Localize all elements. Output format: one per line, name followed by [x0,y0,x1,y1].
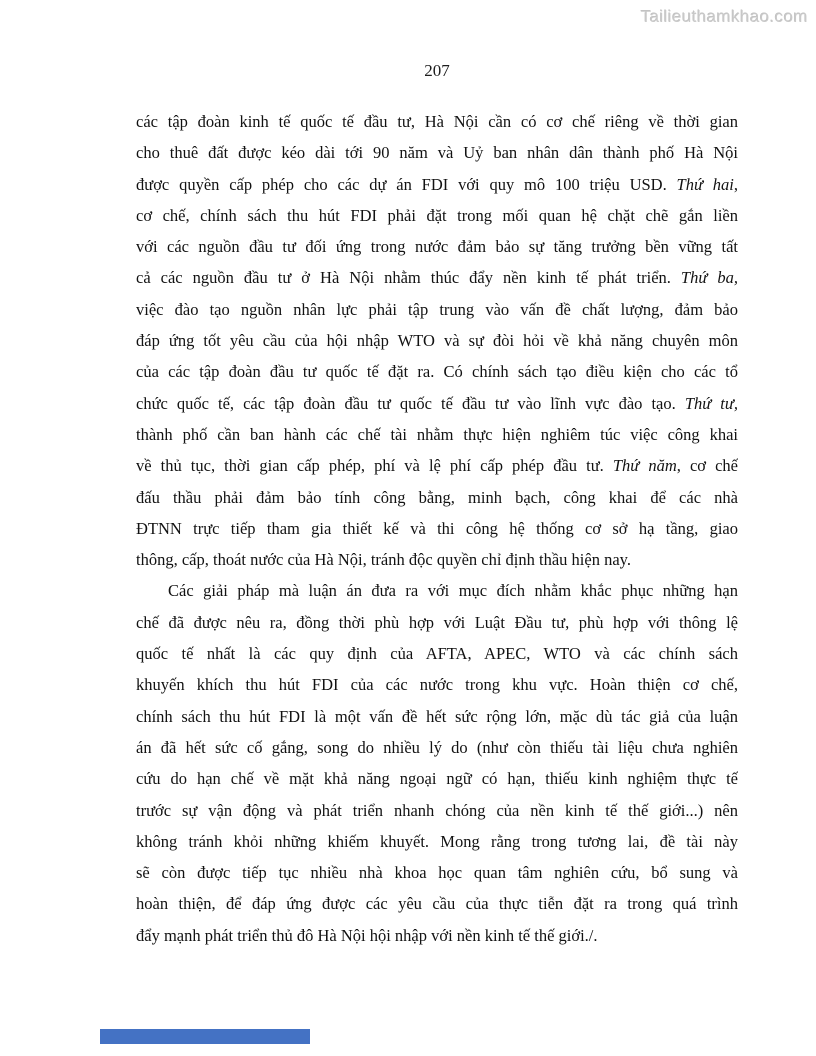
text-run: án đã hết sức cố gắng, song do nhiều lý do (như còn thiếu tài liệu chưa nghiên [136,737,738,757]
text-run: đẩy mạnh phát triển thủ đô Hà Nội hội nhập với nền kinh tế thế giới./. [136,925,598,945]
italic-text-run: Thứ năm [612,456,677,476]
text-run: của các tập đoàn đầu tư quốc tế đặt ra. Có chính sách tạo điều kiện cho các tổ [136,362,738,382]
text-line [136,137,738,168]
document-body [136,106,738,951]
text-run: ĐTNN trực tiếp tham gia thiết kế và thi công hệ thống cơ sở hạ tầng, giao [136,518,738,538]
text-run: hoàn thiện, để đáp ứng được các yêu cầu của thực tiễn đặt ra trong quá trình [136,894,738,914]
text-line [136,294,738,325]
text-run: được quyền cấp phép cho các dự án FDI với quy mô 100 triệu USD. [136,174,677,194]
text-line [136,513,738,544]
text-line [136,356,738,387]
text-run: đáp ứng tốt yêu cầu của hội nhập WTO và sự đòi hỏi về khả năng chuyên môn [136,331,738,351]
text-line [136,482,738,513]
text-run: cơ chế, chính sách thu hút FDI phải đặt trong mối quan hệ chặt chẽ gắn liền [136,205,738,225]
page-number: 207 [424,61,450,80]
site-watermark: Tailieuthamkhao.com [640,7,808,26]
italic-text-run: Thứ ba, [680,268,738,288]
text-line [136,888,738,919]
text-line [136,795,738,826]
text-line [136,607,738,638]
text-run: các tập đoàn kinh tế quốc tế đầu tư, Hà Nội cần có cơ chế riêng về thời gian [136,112,738,131]
text-line [136,575,738,606]
bottom-accent-bar [100,1029,310,1044]
text-run: , [733,174,738,194]
text-run: chức quốc tế, các tập đoàn đầu tư quốc tế đầu tư vào lĩnh vực đào tạo. [136,393,685,413]
text-run: thông, cấp, thoát nước của Hà Nội, tránh độc quyền chỉ định thầu hiện nay. [136,550,631,570]
text-line [136,169,738,200]
text-run: không tránh khỏi những khiếm khuyết. Mong rằng trong tương lai, đề tài này [136,831,738,851]
text-line [136,857,738,888]
italic-text-run: Thứ hai [676,174,734,194]
text-run: cả các nguồn đầu tư ở Hà Nội nhằm thúc đẩy nền kinh tế phát triển. [136,268,681,288]
text-run: trước sự vận động và phát triển nhanh chóng của nền kinh tế thế giới...) nên [136,800,738,820]
text-run: quốc tế nhất là các quy định của AFTA, APEC, WTO và các chính sách [136,644,738,664]
text-run: với các nguồn đầu tư đối ứng trong nước đảm bảo sự tăng trưởng bền vững tất [136,237,738,257]
text-line [136,450,738,481]
text-line [136,732,738,763]
text-run: việc đào tạo nguồn nhân lực phải tập trung vào vấn đề chất lượng, đảm bảo [136,299,738,319]
text-line [136,388,738,419]
text-run: thành phố cần ban hành các chế tài nhằm thực hiện nghiêm túc việc công khai [136,424,738,444]
text-line [136,638,738,669]
text-line [136,826,738,857]
text-line [136,669,738,700]
text-line [136,763,738,794]
text-line [136,325,738,356]
text-line [136,419,738,450]
text-run: cho thuê đất được kéo dài tới 90 năm và Uỷ ban nhân dân thành phố Hà Nội [136,143,738,163]
text-line [136,200,738,231]
text-run: cứu do hạn chế về mặt khả năng ngoại ngữ có hạn, thiếu kinh nghiệm thực tế [136,769,738,789]
text-line [136,701,738,732]
text-line [136,106,738,137]
text-run: đấu thầu phải đảm bảo tính công bằng, minh bạch, công khai để các nhà [136,487,738,507]
text-run: Các giải pháp mà luận án đưa ra với mục đích nhằm khắc phục những hạn [168,581,738,601]
text-line [136,262,738,293]
italic-text-run: Thứ tư, [684,393,738,413]
text-run: chế đã được nêu ra, đồng thời phù hợp với Luật Đầu tư, phù hợp với thông lệ [136,612,738,632]
text-line [136,920,738,951]
text-run: chính sách thu hút FDI là một vấn đề hết sức rộng lớn, mặc dù tác giả của luận [136,706,738,726]
text-line [136,544,738,575]
text-run: , cơ chế [676,456,738,476]
text-line [136,231,738,262]
text-run: sẽ còn được tiếp tục nhiều nhà khoa học quan tâm nghiên cứu, bổ sung và [136,863,738,883]
text-run: khuyến khích thu hút FDI của các nước trong khu vực. Hoàn thiện cơ chế, [136,675,738,695]
text-run: về thủ tục, thời gian cấp phép, phí và lệ phí cấp phép đầu tư. [136,456,613,476]
